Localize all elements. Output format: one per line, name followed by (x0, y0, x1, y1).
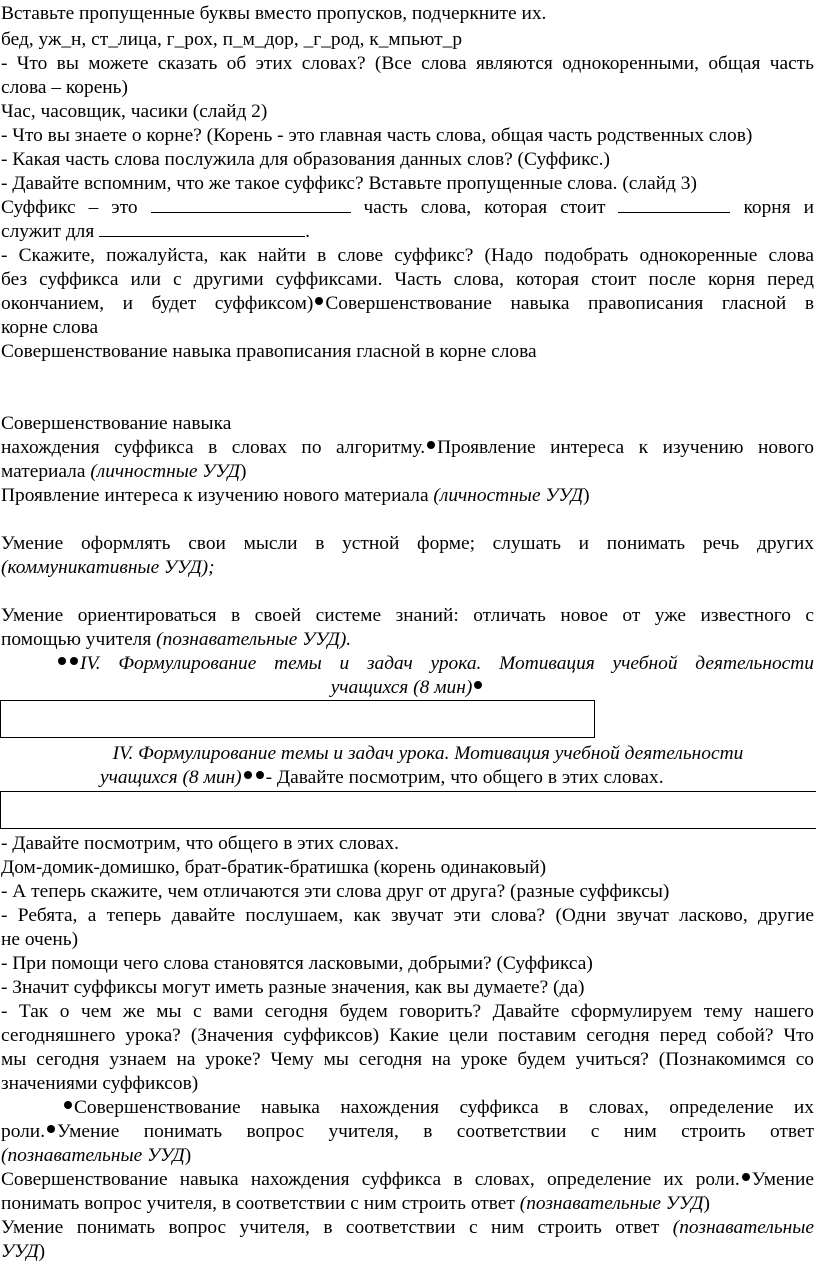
text-line: Совершенствование навыка правописания гласной в корне слова (1, 341, 537, 362)
answer-blank (151, 196, 351, 213)
text-line: Умение оформлять свои мысли в устной форме; слушать и понимать речь других (1, 533, 814, 554)
text-segment: (познавательные УУД). (156, 629, 352, 650)
text-line: без суффикса или с другими суффиксами. Часть слова, которая стоит после корня перед (1, 269, 814, 290)
text-line (1, 460, 814, 484)
text-segment: ) (38, 1241, 46, 1262)
bullet-icon (742, 1173, 750, 1181)
text-line: Совершенствование навыка (1, 413, 232, 434)
text-line: - А теперь скажите, чем отличаются эти слова друг от друга? (разные суффиксы) (1, 881, 670, 902)
answer-blank (99, 220, 305, 237)
text-line (62, 1096, 814, 1120)
text-line (1, 628, 814, 652)
text-line (1, 1192, 814, 1216)
text-line: - Какая часть слова послужила для образования данных слов? (Суффикс.) (1, 149, 610, 170)
text-line: (коммуникативные УУД); (1, 557, 215, 578)
text-line (1, 1216, 814, 1240)
answer-blank (618, 196, 730, 213)
text-line: Умение ориентироваться в своей системе знаний: отличать новое от уже известного с (1, 605, 814, 626)
bullet-icon (64, 1101, 72, 1109)
bullet-icon (244, 771, 252, 779)
text-segment: УУД (1, 1241, 39, 1262)
text-segment: IV. Формулирование темы и задач урока. Мотивация учебной деятельности (80, 653, 814, 674)
text-line: слова – корень) (1, 77, 128, 98)
text-line: - Так о чем же мы с вами сегодня будем говорить? Давайте сформулируем тему нашего (1, 1001, 814, 1022)
bullet-icon (427, 441, 435, 449)
text-segment: (познавательные УУД (1, 1145, 185, 1166)
text-segment: (познавательные УУД (519, 1193, 704, 1214)
text-line: Час, часовщик, часики (слайд 2) (1, 101, 268, 122)
text-line: - Что вы можете сказать об этих словах? (Все слова являются однокоренными, общая часть (1, 53, 814, 74)
text-line: бед, уж_н, ст_лица, г_рох, п_м_дор, _г_род, к_мпьют_р (1, 29, 463, 50)
text-segment: Умение понимать вопрос учителя, в соответствии с ним строить ответ (57, 1121, 814, 1142)
text-line: - Значит суффиксы могут иметь разные значения, как вы думаете? (да) (1, 977, 585, 998)
text-line (1, 196, 814, 220)
text-segment: корня и (743, 197, 814, 218)
bullet-icon (70, 657, 78, 665)
text-segment: роли. (1, 1121, 46, 1142)
text-line (1, 436, 814, 460)
text-segment: ) (583, 485, 590, 506)
section-heading: IV. Формулирование темы и задач урока. Мотивация учебной деятельности (112, 743, 744, 764)
text-segment: (личностные УУД (90, 461, 240, 482)
bullet-icon (256, 771, 264, 779)
text-segment: окончанием, и будет суффиксом) (1, 293, 314, 314)
text-line: Дом-домик-домишко, брат-братик-братишка (корень одинаковый) (1, 857, 547, 878)
text-segment: ) (184, 1145, 192, 1166)
bullet-icon (58, 657, 66, 665)
text-line: корне слова (1, 317, 99, 338)
text-line (1, 292, 814, 316)
text-segment: Совершенствование навыка нахождения суффикса в словах, определение их роли. (1, 1169, 740, 1190)
text-line: сегодняшнего урока? (Значения суффиксов) Какие цели поставим сегодня перед собой? Что (1, 1025, 814, 1046)
text-segment: (познавательные (672, 1217, 814, 1238)
text-segment: ) (239, 461, 247, 482)
text-segment: - Давайте посмотрим, что общего в этих словах. (265, 767, 664, 788)
text-line: не очень) (1, 929, 79, 950)
text-line: значениями суффиксов) (1, 1073, 199, 1094)
text-segment: учащихся (8 мин) (330, 677, 473, 698)
text-segment: понимать вопрос учителя, в соответствии с ним строить ответ (1, 1193, 520, 1214)
text-segment: Суффикс – это (1, 197, 138, 218)
text-segment: помощью учителя (1, 629, 157, 650)
empty-frame (0, 791, 816, 829)
text-line: - Скажите, пожалуйста, как найти в слове суффикс? (Надо подобрать однокоренные слова (1, 245, 814, 266)
text-line: мы сегодня узнаем на уроке? Чему мы сегодня на уроке будем учиться? (Познакомимся со (1, 1049, 814, 1070)
section-heading (56, 652, 814, 676)
text-line (1, 1144, 814, 1168)
text-line (1, 1240, 814, 1264)
text-line: Вставьте пропущенные буквы вместо пропусков, подчеркните их. (1, 3, 547, 24)
text-segment: ) (703, 1193, 710, 1214)
text-line: - Ребята, а теперь давайте послушаем, как звучат эти слова? (Одни звучат ласково, другие (1, 905, 814, 926)
empty-frame (0, 700, 595, 738)
text-segment: (личностные УУД (433, 485, 584, 506)
text-segment: материала (1, 461, 91, 482)
text-segment: учащихся (8 мин) (100, 767, 242, 788)
text-line: - При помощи чего слова становятся ласковыми, добрыми? (Суффикса) (1, 953, 593, 974)
text-line (1, 484, 814, 508)
text-segment: Умение (751, 1169, 814, 1190)
text-segment: . (305, 221, 310, 242)
text-line: - Что вы знаете о корне? (Корень - это главная часть слова, общая часть родственных слов) (1, 125, 753, 146)
text-line (1, 1168, 814, 1192)
text-line (1, 220, 814, 244)
text-segment: служит для (1, 221, 95, 242)
section-heading (100, 766, 814, 790)
section-heading (1, 676, 814, 700)
text-line (1, 1120, 814, 1144)
text-segment: нахождения суффикса в словах по алгоритму. (1, 437, 426, 458)
text-line: - Давайте вспомним, что же такое суффикс? Вставьте пропущенные слова. (слайд 3) (1, 173, 697, 194)
text-segment: Проявление интереса к изучению нового (437, 437, 814, 458)
text-segment: Проявление интереса к изучению нового материала (1, 485, 434, 506)
bullet-icon (315, 297, 323, 305)
text-segment: Совершенствование навыка нахождения суффикса в словах, определение их (74, 1097, 814, 1118)
bullet-icon (474, 681, 482, 689)
text-segment: Умение понимать вопрос учителя, в соответствии с ним строить ответ (1, 1217, 673, 1238)
text-segment: Совершенствование навыка правописания гласной в (325, 293, 814, 314)
text-line: - Давайте посмотрим, что общего в этих словах. (1, 833, 399, 854)
text-segment: часть слова, которая стоит (363, 197, 606, 218)
bullet-icon (47, 1125, 55, 1133)
